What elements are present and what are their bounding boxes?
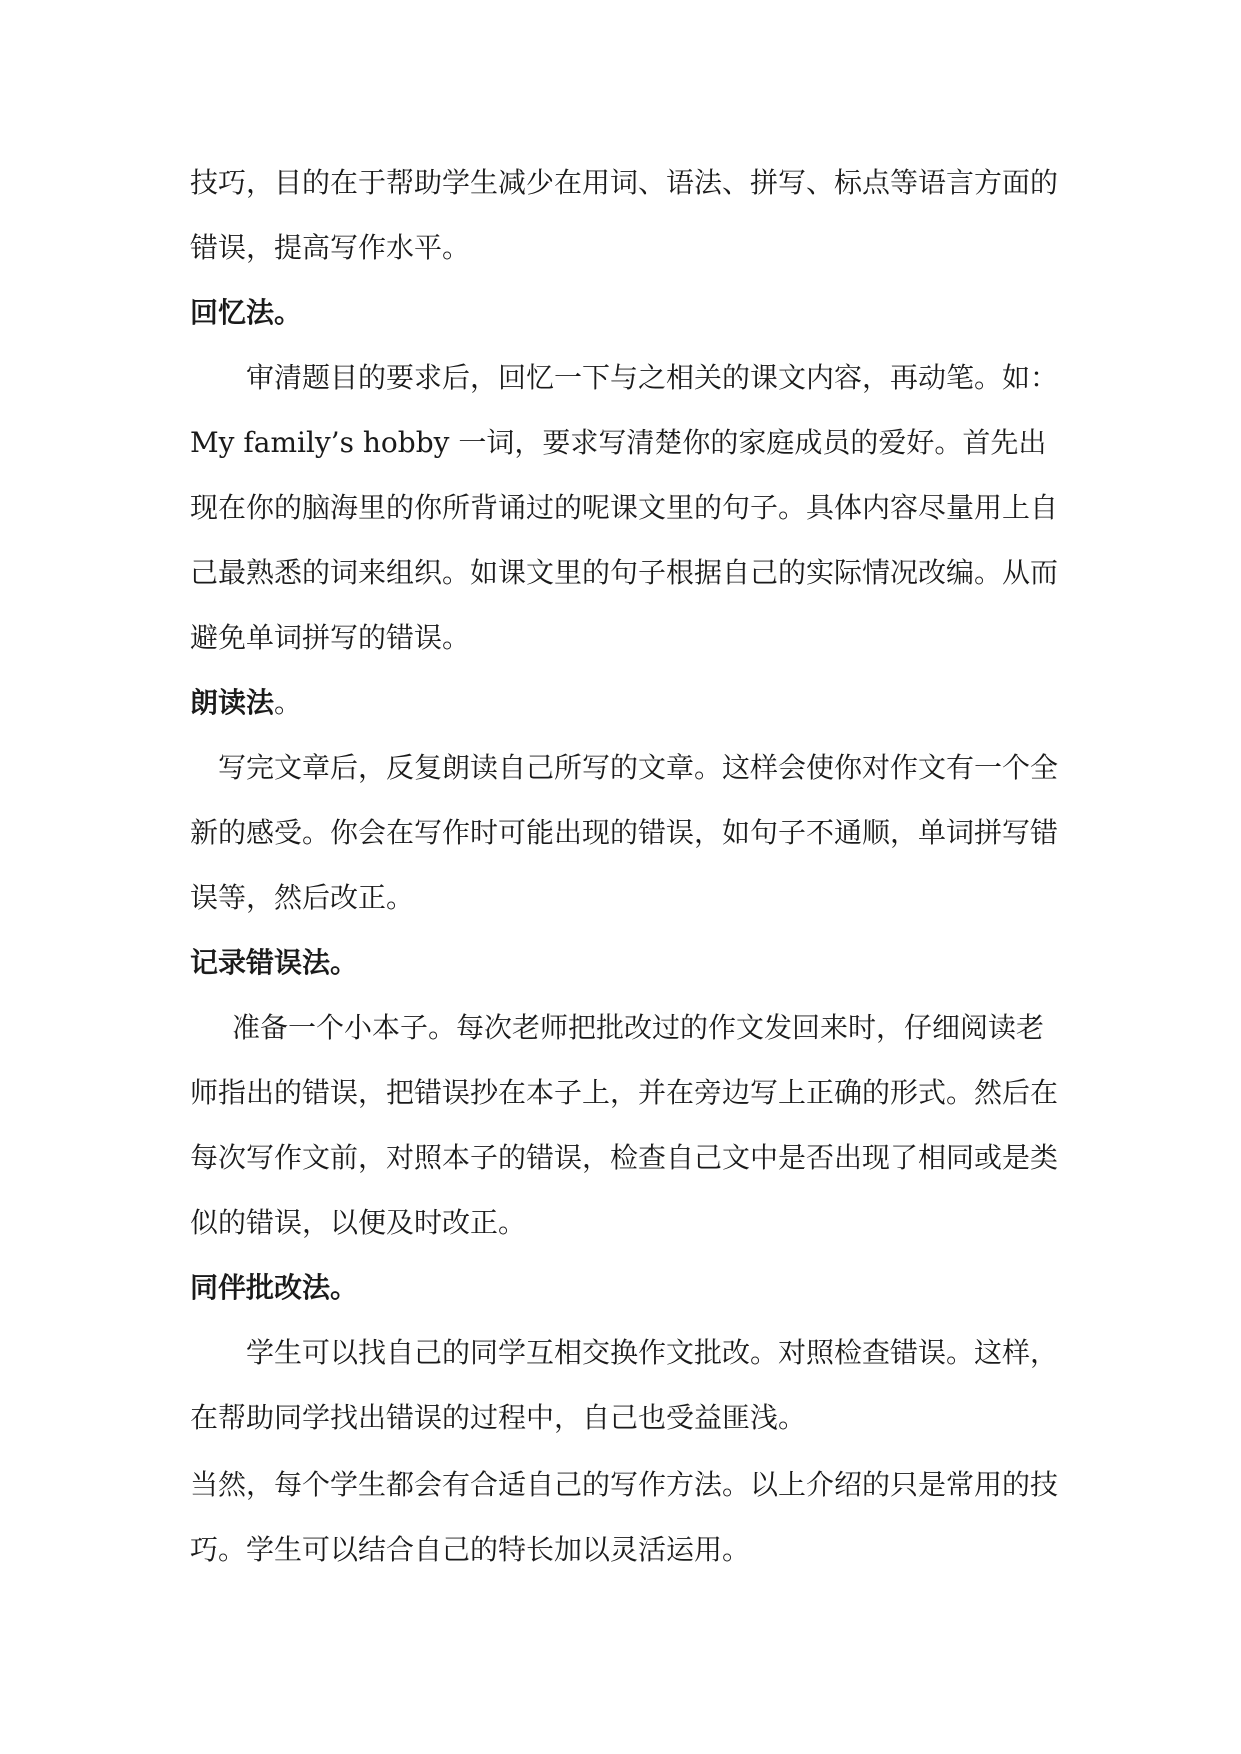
recall-paragraph: 审清题目的要求后，回忆一下与之相关的课文内容，再动笔。如：My family’s hobby 一词，要求写清楚你的家庭成员的爱好。首先出现在你的脑海里的你所背诵过的呢课文里的句子。具体内容尽量用上自己最熟悉的词来组织。如课文里的句子根据自己的实际情况改编。从而避免单词拼写的错误。 [190, 361, 1059, 654]
intro-section [190, 150, 1070, 280]
read-section [190, 670, 1070, 930]
record-heading: 记录错误法。 [190, 946, 359, 979]
recall-section [190, 280, 1070, 670]
read-heading-suffix: 。 [274, 686, 303, 719]
intro-paragraph: 技巧，目的在于帮助学生减少在用词、语法、拼写、标点等语言方面的错误，提高写作水平。 [190, 166, 1059, 264]
read-heading [190, 670, 1070, 735]
record-section [190, 930, 1070, 1255]
conclusion-section [190, 1452, 1070, 1582]
peer-paragraph: 学生可以找自己的同学互相交换作文批改。对照检查错误。这样，在帮助同学找出错误的过程中，自己也受益匪浅。 [190, 1336, 1059, 1434]
peer-section [190, 1255, 1070, 1450]
conclusion-paragraph: 当然，每个学生都会有合适自己的写作方法。以上介绍的只是常用的技巧。学生可以结合自己的特长加以灵活运用。 [190, 1468, 1059, 1566]
record-paragraph: 准备一个小本子。每次老师把批改过的作文发回来时，仔细阅读老师指出的错误，把错误抄在本子上，并在旁边写上正确的形式。然后在每次写作文前，对照本子的错误，检查自己文中是否出现了相同或是类似的错误，以便及时改正。 [190, 1011, 1059, 1239]
read-paragraph: 写完文章后，反复朗读自己所写的文章。这样会使你对作文有一个全新的感受。你会在写作时可能出现的错误，如句子不通顺，单词拼写错误等，然后改正。 [190, 751, 1059, 914]
recall-heading: 回忆法。 [190, 296, 303, 329]
read-heading-text: 朗读法 [190, 686, 275, 719]
peer-heading: 同伴批改法。 [190, 1271, 359, 1304]
